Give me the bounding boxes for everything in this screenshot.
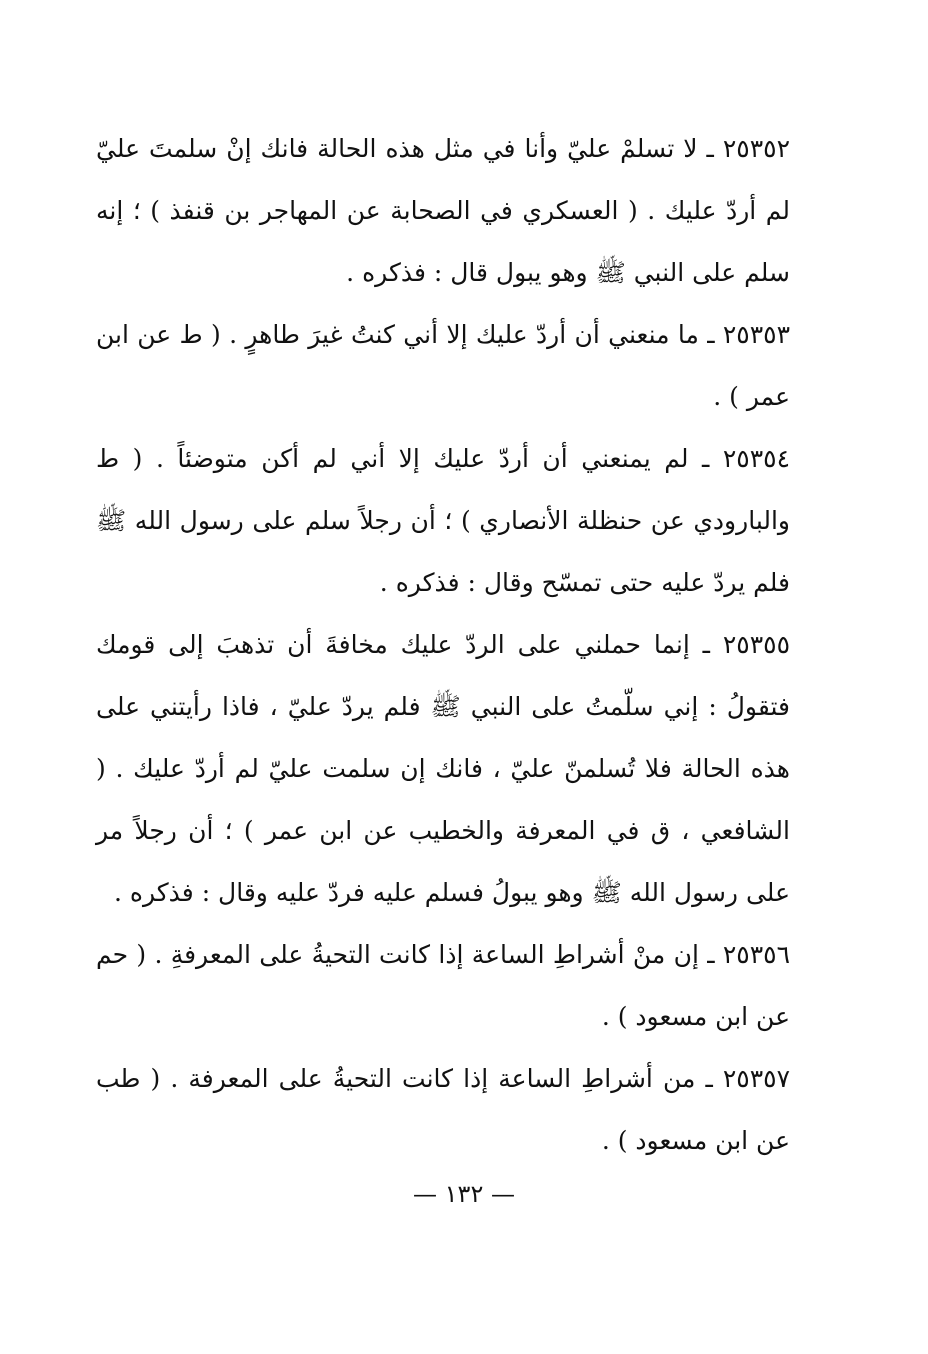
hadith-text: ٢٥٣٥٣ ـ ما منعني أن أردّ عليك إلا أني كنتُ غيرَ طاهرٍ . ( ط عن ابن عمر ) . bbox=[96, 320, 790, 411]
hadith-text: ٢٥٣٥٤ ـ لم يمنعني أن أردّ عليك إلا أني لم أكن متوضئاً . ( ط والبارودي عن حنظلة الأنصاري ) ؛ أن رجلاً سلم على رسول الله ﷺ فلم يردّ عليه حتى تمسّح وقال : فذكره . bbox=[96, 444, 790, 597]
hadith-entry-25354 bbox=[96, 428, 790, 614]
hadith-entry-25357 bbox=[96, 1048, 790, 1172]
hadith-text: ٢٥٣٥٢ ـ لا تسلمْ عليّ وأنا في مثل هذه الحالة فانك إنْ سلمتَ عليّ لم أردّ عليك . ( العسكري في الصحابة عن المهاجر بن قنفذ ) ؛ إنه سلم على النبي ﷺ وهو يبول قال : فذكره . bbox=[96, 134, 790, 287]
hadith-entry-25353 bbox=[96, 304, 790, 428]
hadith-entry-25356 bbox=[96, 924, 790, 1048]
page-number: — ١٣٢ — bbox=[413, 1180, 515, 1208]
hadith-text: ٢٥٣٥٦ ـ إن منْ أشراطِ الساعة إذا كانت التحيةُ على المعرفةِ . ( حم عن ابن مسعود ) . bbox=[96, 940, 790, 1031]
hadith-text: ٢٥٣٥٥ ـ إنما حملني على الردّ عليك مخافةَ أن تذهبَ إلى قومك فتقولُ : إني سلّمتُ على النبي ﷺ فلم يردّ عليّ ، فاذا رأيتني على هذه الحالة فلا تُسلمنّ عليّ ، فانك إن سلمت عليّ لم أردّ عليك . ( الشافعي ، ق في المعرفة والخطيب عن ابن عمر ) ؛ أن رجلاً مر على رسول الله ﷺ وهو يبولُ فسلم عليه فردّ عليه وقال : فذكره . bbox=[96, 630, 790, 907]
hadith-entries bbox=[96, 118, 790, 1172]
hadith-entry-25355 bbox=[96, 614, 790, 924]
hadith-text: ٢٥٣٥٧ ـ من أشراطِ الساعة إذا كانت التحيةُ على المعرفة . ( طب عن ابن مسعود ) . bbox=[96, 1064, 790, 1155]
hadith-entry-25352 bbox=[96, 118, 790, 304]
